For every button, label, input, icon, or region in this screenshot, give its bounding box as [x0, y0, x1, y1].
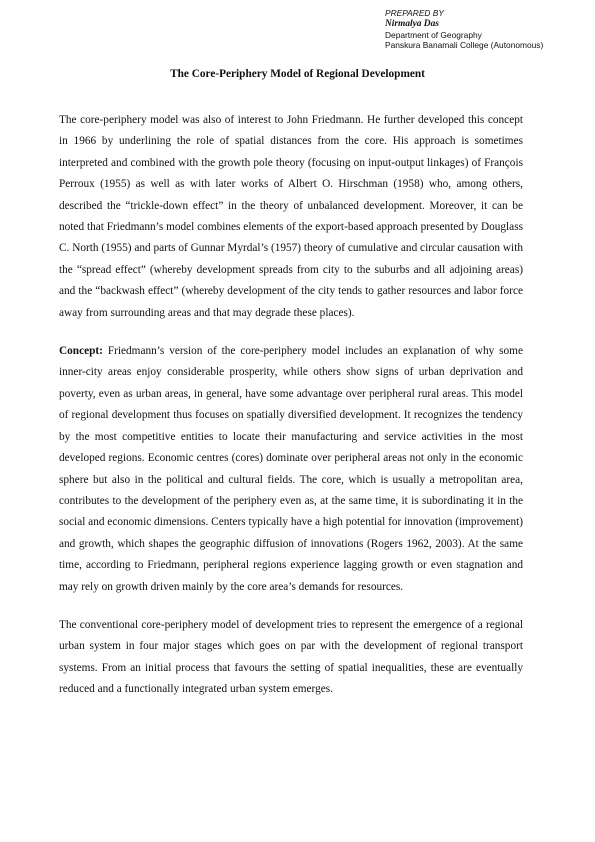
paragraph-conventional-model: The conventional core-periphery model of development tries to represent the emergence of a regional urban system in four major stages which goes on par with the development of regional transport systems. From an initial process that favours the setting of spatial inequalities, these are eventually reduced and a functionally integrated urban system emerges. [59, 618, 523, 696]
college-name: Panskura Banamali College (Autonomous) [385, 40, 544, 51]
concept-text: Friedmann’s version of the core-periphery model includes an explanation of why some inner-city areas enjoy considerable prosperity, while others show signs of urban deprivation and poverty, even as urban areas, in general, have some advantage over peripheral rural areas. This model of regional development thus focuses on spatially diversified development. It recognizes the tendency by the most competitive entities to locate their manufacturing and service activities in the most developed regions. Economic centres (cores) dominate over peripheral areas not only in the economic sphere but also in the political and cultural fields. The core, which is usually a metropolitan area, contributes to the development of the periphery even as, at the same time, it is subordinating it in the social and economic dimensions. Centers typically have a high potential for innovation (improvement) and growth, which shapes the geographic diffusion of innovations (Rogers 1962, 2003). At the same time, according to Friedmann, peripheral regions experience lagging growth or even stagnation and may rely on growth driven mainly by the core area’s demands for resources. [59, 345, 523, 593]
author-name: Nirmalya Das [385, 18, 439, 29]
document-body [59, 110, 523, 701]
prepared-by-block [385, 8, 543, 51]
concept-label: Concept: [59, 345, 103, 358]
prepared-by-label: PREPARED BY [385, 8, 444, 18]
paragraph-intro: The core-periphery model was also of interest to John Friedmann. He further developed this concept in 1966 by underlining the role of spatial distances from the core. His approach is sometimes interpreted and combined with the growth pole theory (focusing on input-output linkages) of François Perroux (1955) as well as with later works of Albert O. Hirschman (1958) who, among others, described the “trickle-down effect” in the theory of unbalanced development. Moreover, it can be noted that Friedmann’s model combines elements of the export-based approach presented by Douglass C. North (1955) and parts of Gunnar Myrdal’s (1957) theory of cumulative and circular causation with the “spread effect” (whereby development spreads from city to the suburbs and all adjoining areas) and the “backwash effect” (whereby development of the city tends to gather resources and labor force away from surrounding areas and that may degrade these places). [59, 114, 523, 319]
paragraph-concept [59, 341, 523, 598]
document-title: The Core-Periphery Model of Regional Development [170, 68, 425, 80]
department-name: Department of Geography [385, 29, 482, 40]
